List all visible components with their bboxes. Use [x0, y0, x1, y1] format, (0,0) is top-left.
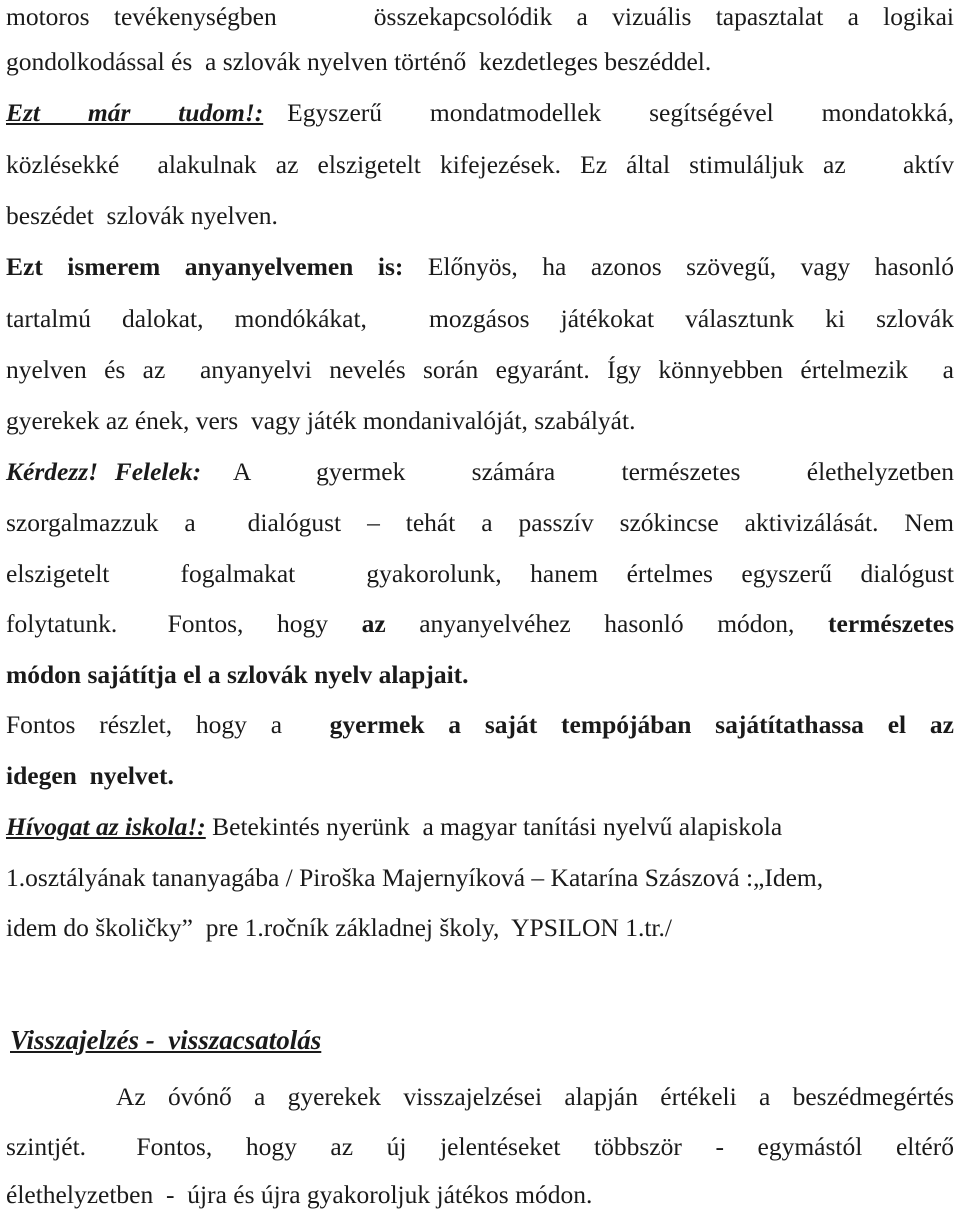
- text-run: nyelven és az anyanyelvi nevelés során egyaránt. Így könnyebben értelmezik a: [6, 355, 954, 384]
- text-run: idem do školičky” pre 1.ročník základnej školy, YPSILON 1.tr./: [6, 913, 672, 942]
- paragraph-line: [6, 0, 954, 34]
- text-run: Egyszerű mondatmodellek segítségével mondatokká,: [263, 98, 954, 127]
- text-run: folytatunk. Fontos, hogy: [6, 609, 362, 638]
- text-run: szintjét. Fontos, hogy az új jelentéseket többször - egymástól eltérő: [6, 1132, 954, 1161]
- text-run: [98, 457, 115, 486]
- paragraph-line: [6, 199, 954, 233]
- text-run: anyanyelvéhez hasonló módon,: [385, 609, 829, 638]
- section-lead-hivogat-az-iskola: Hívogat az iskola!:: [6, 812, 206, 841]
- paragraph-line: [6, 1080, 954, 1114]
- text-run: közlésekké alakulnak az elszigetelt kifejezések. Ez által stimuláljuk az aktív: [6, 150, 954, 179]
- text-run: tartalmú dalokat, mondókákat, mozgásos játékokat választunk ki szlovák: [6, 304, 954, 333]
- emphasis-text: idegen nyelvet.: [6, 761, 174, 790]
- paragraph-line: [6, 759, 954, 793]
- section-heading: Visszajelzés - visszacsatolás: [10, 1025, 322, 1055]
- text-run: gondolkodással és a szlovák nyelven történő kezdetleges beszéddel.: [6, 47, 712, 76]
- text-run: gyerekek az ének, vers vagy játék mondanivalóját, szabályát.: [6, 406, 636, 435]
- paragraph-line: [6, 557, 954, 591]
- paragraph-line: [6, 1130, 954, 1164]
- paragraph-line: [6, 45, 954, 79]
- paragraph-line: [6, 250, 954, 284]
- emphasis-text: módon sajátítja el a szlovák nyelv alapjait.: [6, 660, 469, 689]
- emphasis-text: gyermek a saját tempójában sajátítathassa el az: [329, 710, 954, 739]
- emphasis-text: az: [361, 609, 386, 638]
- text-run: Betekintés nyerünk a magyar tanítási nyelvű alapiskola: [205, 812, 783, 841]
- paragraph-line: [6, 302, 954, 336]
- text-run: motoros tevékenységben összekapcsolódik a vizuális tapasztalat a logikai: [6, 2, 954, 31]
- text-run: 1.osztályának tananyagába / Piroška Majernyíková – Katarína Szászová :„Idem,: [6, 863, 824, 892]
- emphasis-text: természetes: [828, 609, 954, 638]
- paragraph-line: [6, 506, 954, 540]
- text-run: Előnyös, ha azonos szövegű, vagy hasonló: [403, 252, 954, 281]
- section-lead-ezt-ismerem: Ezt ismerem anyanyelvemen is:: [6, 252, 404, 281]
- section-lead-kerdezz: Kérdezz!: [6, 457, 99, 486]
- paragraph-line: [6, 708, 954, 742]
- paragraph-line: [6, 911, 954, 945]
- paragraph-line: [6, 1178, 954, 1212]
- text-run: A gyermek számára természetes élethelyzetben: [201, 457, 955, 486]
- text-run: szorgalmazzuk a dialógust – tehát a passzív szókincse aktivizálását. Nem: [6, 508, 954, 537]
- paragraph-line: [6, 455, 954, 489]
- text-run: beszédet szlovák nyelven.: [6, 201, 278, 230]
- paragraph-line: [6, 607, 954, 641]
- paragraph-line: [6, 658, 954, 692]
- paragraph-line: [6, 353, 954, 387]
- paragraph-line: [6, 810, 954, 844]
- text-run: elszigetelt fogalmakat gyakorolunk, hanem értelmes egyszerű dialógust: [6, 559, 954, 588]
- text-run: Fontos részlet, hogy a: [6, 710, 330, 739]
- paragraph-line: [6, 148, 954, 182]
- section-lead-felelek: Felelek:: [114, 457, 202, 486]
- paragraph-line: [6, 861, 954, 895]
- paragraph-line: [6, 96, 954, 130]
- section-lead-ezt-mar-tudom: Ezt már tudom!:: [6, 98, 264, 127]
- paragraph-line: [6, 404, 954, 438]
- text-run: élethelyzetben - újra és újra gyakoroljuk játékos módon.: [6, 1180, 593, 1209]
- text-run: Az óvónő a gyerekek visszajelzései alapján értékeli a beszédmegértés: [6, 1082, 954, 1111]
